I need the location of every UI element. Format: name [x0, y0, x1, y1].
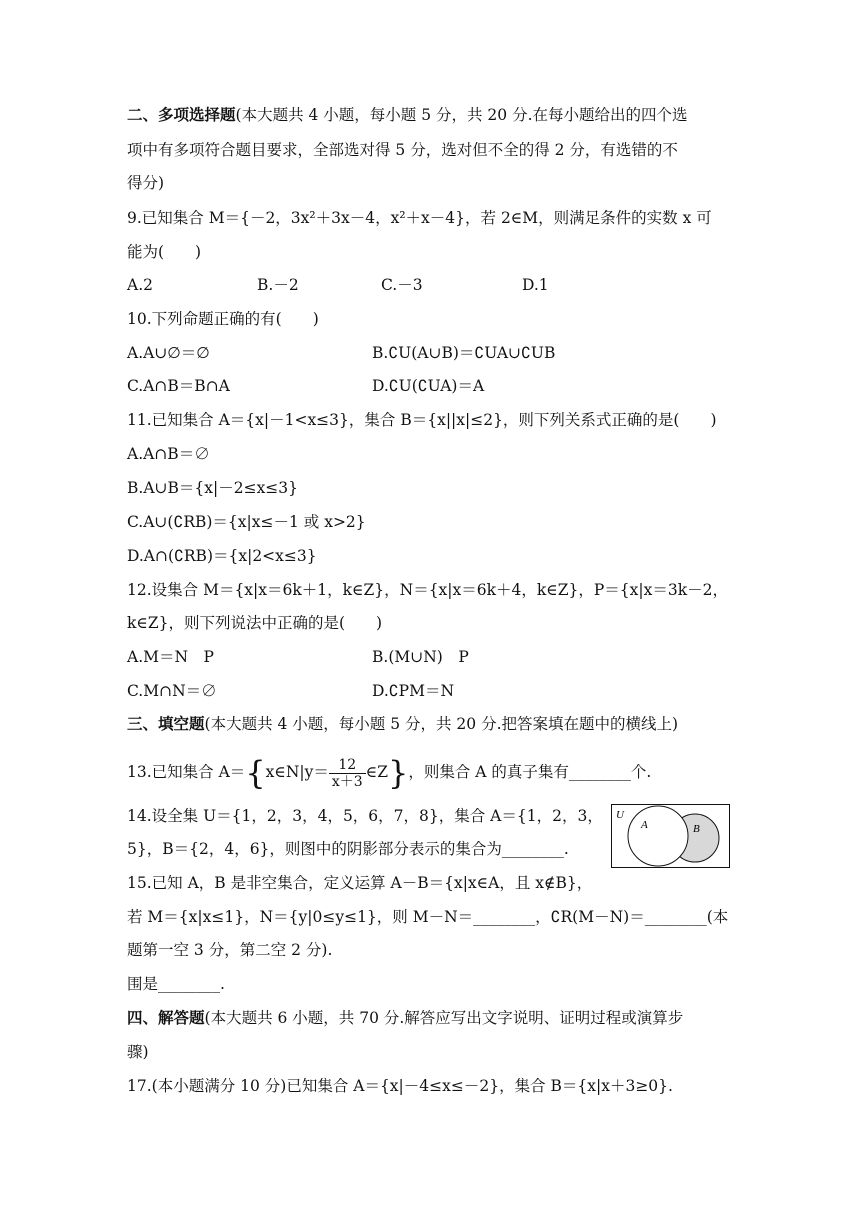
section3-intro: 三、填空题(本大题共 4 小题，每小题 5 分，共 20 分.把答案填在题中的横线上): [127, 714, 679, 733]
q11-option-d: D.A∩(∁RB)＝{x|2<x≤3}: [127, 547, 317, 565]
q15-stem-line3: 题第一空 3 分，第二空 2 分).: [127, 941, 333, 959]
q12-stem-line1: 12.设集合 M＝{x|x＝6k＋1，k∈Z}，N＝{x|x＝6k＋4，k∈Z}，P＝{x|x＝3k－2，: [127, 581, 728, 599]
q9-option-d: D.1: [522, 276, 549, 294]
q9-option-a: A.2: [127, 276, 153, 294]
q17-stem: 17.(本小题满分 10 分)已知集合 A＝{x|－4≤x≤－2}，集合 B＝{x|x＋3≥0}.: [127, 1077, 673, 1095]
q15-stem-line2: 若 M＝{x|x≤1}，N＝{y|0≤y≤1}，则 M－N＝________，∁R(M－N)＝________(本: [127, 908, 729, 926]
q9-option-c: C.－3: [381, 276, 423, 294]
right-brace: }: [387, 754, 409, 792]
q12-stem-line2: k∈Z}，则下列说法中正确的是( ): [127, 614, 383, 632]
q14-stem-line1: 14.设全集 U＝{1，2，3，4，5，6，7，8}，集合 A＝{1，2，3，: [127, 807, 603, 825]
set-b-label: B: [693, 823, 700, 835]
q15-stem-line1: 15.已知 A，B 是非空集合，定义运算 A－B＝{x|x∈A，且 x∉B}，: [127, 874, 593, 892]
q13-fraction: $\frac{12}{x+3}$: [329, 757, 366, 790]
q10-option-d: D.∁U(∁UA)＝A: [372, 377, 485, 395]
q10-option-b: B.∁U(A∪B)＝∁UA∪∁UB: [372, 344, 556, 362]
left-brace: {: [245, 754, 266, 792]
q11-stem: 11.已知集合 A＝{x|－1<x≤3}，集合 B＝{x||x|≤2}，则下列关系式正确的是( ): [127, 411, 717, 429]
section2-intro-line2: 项中有多项符合题目要求，全部选对得 5 分，选对但不全的得 2 分，有选错的不: [127, 141, 678, 159]
q11-option-b: B.A∪B＝{x|－2≤x≤3}: [127, 479, 299, 497]
universe-label: U: [616, 809, 624, 821]
set-a-circle: [628, 806, 688, 866]
q11-option-a: A.A∩B＝∅: [127, 445, 210, 463]
q14-stem-line2: 5}，B＝{2，4，6}，则图中的阴影部分表示的集合为________.: [127, 840, 569, 858]
set-a-label: A: [641, 819, 648, 831]
q9-stem-line1: 9.已知集合 M＝{－2，3x²＋3x－4，x²＋x－4}，若 2∈M，则满足条件的实数 x 可: [127, 209, 712, 227]
section3-heading: 三、填空题: [127, 714, 205, 733]
q11-option-c: C.A∪(∁RB)＝{x|x≤－1 或 x>2}: [127, 513, 366, 531]
q10-option-c: C.A∩B＝B∩A: [127, 377, 230, 395]
section4-intro-line1: 四、解答题(本大题共 6 小题，共 70 分.解答应写出文字说明、证明过程或演算步: [127, 1008, 684, 1027]
q10-option-a: A.A∪∅＝∅: [127, 344, 210, 362]
q12-option-c: C.M∩N＝∅: [127, 682, 217, 700]
q13-stem: 13.已知集合 A＝{x∈N|y＝ $\frac{12}{x+3}$ ∈Z}，则集合 A 的真子集有________个.: [127, 754, 652, 792]
section2-heading: 二、多项选择题: [127, 105, 236, 124]
fragment-line: 围是________.: [127, 975, 225, 993]
q9-stem-line2: 能为( ): [127, 243, 202, 261]
q12-option-a: A.M＝N P: [127, 648, 214, 666]
venn-diagram: [611, 804, 730, 868]
section2-intro-line3: 得分): [127, 174, 165, 192]
section2-intro-line1: 二、多项选择题(本大题共 4 小题，每小题 5 分，共 20 分.在每小题给出的四个选: [127, 105, 688, 124]
q10-stem: 10.下列命题正确的有( ): [127, 310, 319, 328]
q9-option-b: B.－2: [257, 276, 299, 294]
section4-heading: 四、解答题: [127, 1008, 205, 1027]
section4-intro-line2: 骤): [127, 1043, 149, 1061]
q12-option-d: D.∁PM＝N: [372, 682, 455, 700]
q12-option-b: B.(M∪N) P: [372, 648, 469, 666]
